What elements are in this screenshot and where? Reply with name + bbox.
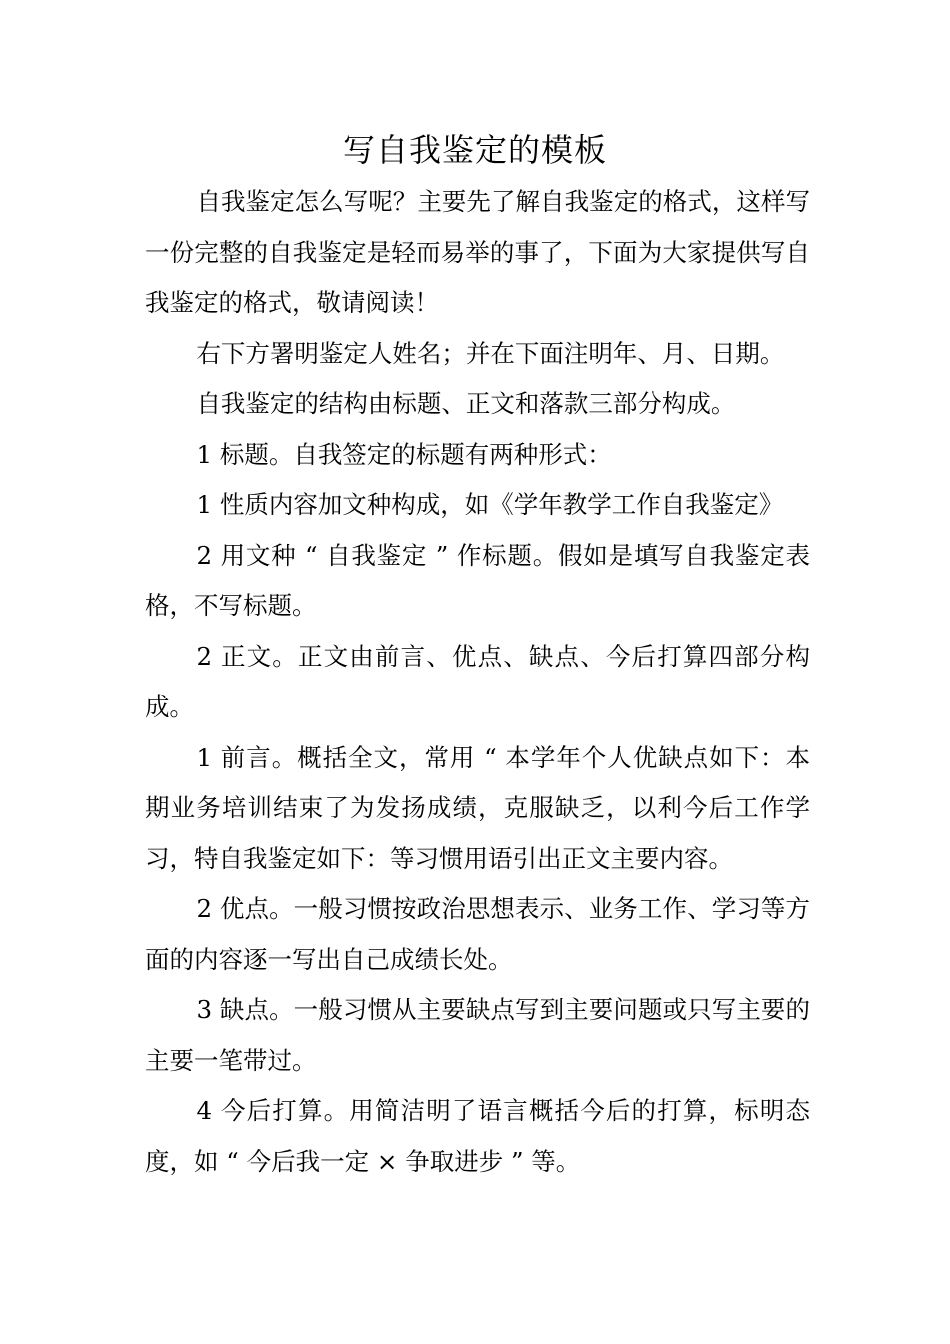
paragraph-title-form-1: 1 性质内容加文种构成，如《学年教学工作自我鉴定》 <box>196 490 784 519</box>
document-title: 写自我鉴定的模板 <box>342 131 607 169</box>
document-body <box>145 177 810 1187</box>
paragraph-weaknesses: 3 缺点。一般习惯从主要缺点写到主要问题或只写主要的主要一笔带过。 <box>145 995 810 1075</box>
paragraph-title-section: 1 标题。自我签定的标题有两种形式： <box>196 439 612 469</box>
paragraph-title-form-2: 2 用文种 “ 自我鉴定 ” 作标题。假如是填写自我鉴定表格，不写标题。 <box>145 540 810 620</box>
paragraph-strengths: 2 优点。一般习惯按政治思想表示、业务工作、学习等方面的内容逐一写出自己成绩长处。 <box>145 894 810 974</box>
paragraph-structure: 自我鉴定的结构由标题、正文和落款三部分构成。 <box>196 389 736 418</box>
paragraph-preface: 1 前言。概括全文，常用 “ 本学年个人优缺点如下：本期业务培训结束了为发扬成绩，克服缺乏，以利今后工作学习，特自我鉴定如下：等习惯用语引出正文主要内容。 <box>145 742 810 873</box>
paragraph-future-plans: 4 今后打算。用简洁明了语言概括今后的打算，标明态度，如 “ 今后我一定 × 争取进步 ” 等。 <box>145 1096 810 1176</box>
paragraph-intro: 自我鉴定怎么写呢？主要先了解自我鉴定的格式，这样写一份完整的自我鉴定是轻而易举的事了，下面为大家提供写自我鉴定的格式，敬请阅读！ <box>145 187 810 317</box>
paragraph-signature-note: 右下方署明鉴定人姓名；并在下面注明年、月、日期。 <box>196 338 785 368</box>
paragraph-body-section: 2 正文。正文由前言、优点、缺点、今后打算四部分构成。 <box>145 641 810 721</box>
